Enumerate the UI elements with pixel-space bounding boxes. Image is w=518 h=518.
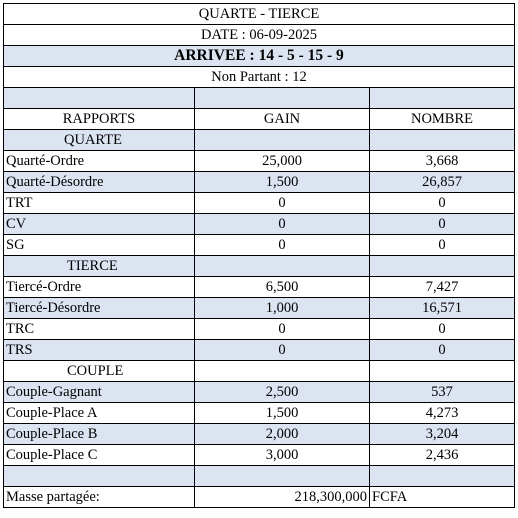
col-header-rapports: RAPPORTS [4,109,195,130]
table-row [4,151,515,172]
nombre-value: 7,427 [370,277,515,298]
table-row [4,235,515,256]
table-row [4,298,515,319]
bet-name: Couple-Place B [4,424,195,445]
non-partant-row [4,67,515,88]
masse-partagee-amount: 218,300,000 [195,487,370,508]
table-row [4,277,515,298]
empty-cell [370,466,515,487]
table-row [4,172,515,193]
empty-cell [370,88,515,109]
nombre-value: 16,571 [370,298,515,319]
nombre-value: 0 [370,214,515,235]
bet-name: TRC [4,319,195,340]
nombre-value: 2,436 [370,445,515,466]
gain-value: 2,500 [195,382,370,403]
nombre-value: 3,668 [370,151,515,172]
col-header-nombre: NOMBRE [370,109,515,130]
empty-cell [195,88,370,109]
table-row [4,193,515,214]
table-row [4,424,515,445]
section-header-quarte [4,130,515,151]
empty-cell [195,466,370,487]
gain-value: 0 [195,340,370,361]
bet-name: TRT [4,193,195,214]
results-table [3,3,515,508]
bet-name: Couple-Place C [4,445,195,466]
nombre-value: 0 [370,340,515,361]
bet-name: Couple-Gagnant [4,382,195,403]
gain-value: 25,000 [195,151,370,172]
gain-value: 0 [195,235,370,256]
nombre-value: 0 [370,193,515,214]
section-header-couple [4,361,515,382]
gain-value: 2,000 [195,424,370,445]
bet-name: Quarté-Ordre [4,151,195,172]
empty-cell [195,361,370,382]
bet-name: Tiercé-Ordre [4,277,195,298]
nombre-value: 3,204 [370,424,515,445]
gain-value: 0 [195,193,370,214]
nombre-value: 0 [370,235,515,256]
currency-label: FCFA [370,487,515,508]
arrivee-row [4,46,515,67]
section-label: COUPLE [4,361,195,382]
section-header-tierce [4,256,515,277]
empty-cell [4,88,195,109]
race-date: DATE : 06-09-2025 [4,25,515,46]
gain-value: 6,500 [195,277,370,298]
empty-cell [370,130,515,151]
section-label: TIERCE [4,256,195,277]
non-partant: Non Partant : 12 [4,67,515,88]
spacer-row [4,88,515,109]
table-row [4,214,515,235]
table-row [4,403,515,424]
column-header-row [4,109,515,130]
empty-cell [4,466,195,487]
empty-cell [370,256,515,277]
empty-cell [195,256,370,277]
gain-value: 1,500 [195,403,370,424]
spacer-row [4,466,515,487]
gain-value: 1,500 [195,172,370,193]
gain-value: 3,000 [195,445,370,466]
bet-name: SG [4,235,195,256]
table-row [4,319,515,340]
arrivee-result: ARRIVEE : 14 - 5 - 15 - 9 [4,46,515,67]
bet-name: Couple-Place A [4,403,195,424]
title-row [4,4,515,25]
empty-cell [370,361,515,382]
bet-name: Tiercé-Désordre [4,298,195,319]
empty-cell [195,130,370,151]
nombre-value: 26,857 [370,172,515,193]
bet-name: Quarté-Désordre [4,172,195,193]
bet-name: CV [4,214,195,235]
col-header-gain: GAIN [195,109,370,130]
nombre-value: 537 [370,382,515,403]
footer-row [4,487,515,508]
section-label: QUARTE [4,130,195,151]
gain-value: 1,000 [195,298,370,319]
nombre-value: 0 [370,319,515,340]
date-row [4,25,515,46]
nombre-value: 4,273 [370,403,515,424]
bet-name: TRS [4,340,195,361]
race-title: QUARTE - TIERCE [4,4,515,25]
table-row [4,445,515,466]
table-row [4,340,515,361]
gain-value: 0 [195,214,370,235]
masse-partagee-label: Masse partagée: [4,487,195,508]
table-row [4,382,515,403]
gain-value: 0 [195,319,370,340]
